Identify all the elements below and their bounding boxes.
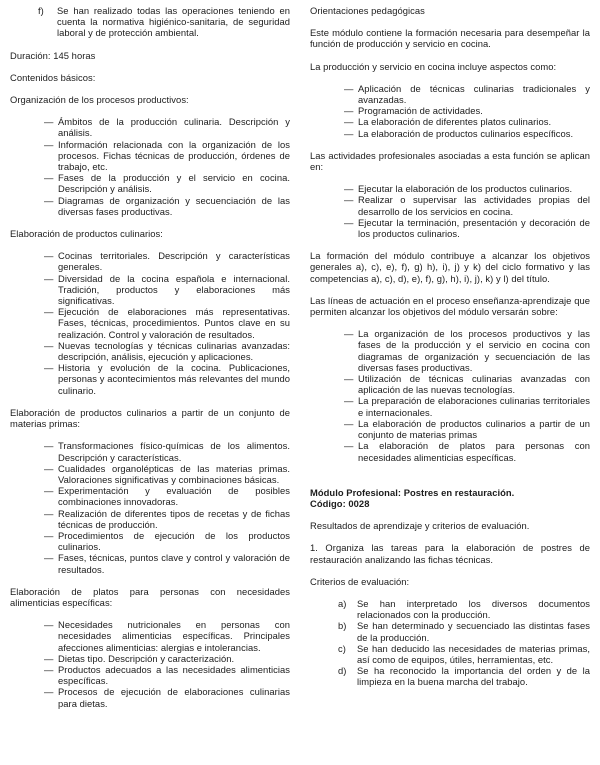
item-letter-label: d)	[338, 665, 347, 677]
paragraph: La producción y servicio en cocina incluye aspectos como:	[310, 60, 557, 72]
dash-list-item: — Fases, técnicas, puntos clave y control y valoración de resultados.	[44, 552, 290, 575]
dash-bullet: —	[44, 172, 54, 184]
dash-list	[10, 619, 290, 709]
dash-bullet: —	[344, 216, 354, 228]
dash-list-item: — Experimentación y evaluación de posibles combinaciones innovadoras.	[44, 485, 290, 508]
dash-bullet: —	[344, 105, 354, 117]
dash-list	[10, 440, 290, 574]
lettered-list-item: a) Se han interpretado los diversos documentos relacionados con la producción.	[338, 597, 590, 621]
paragraph: La formación del módulo contribuye a alcanzar los objetivos generales a), c), e), f), g) h), i), j) y k) del ciclo formativo y las competencias a), c), d), e), f), g), h), i), j), k) y l) del título.	[310, 250, 590, 284]
right-column	[310, 5, 590, 765]
dash-bullet: —	[344, 127, 354, 139]
dash-list	[310, 83, 590, 139]
paragraph: Este módulo contiene la formación necesaria para desempeñar la función de producción y servicio en cocina.	[310, 27, 590, 50]
dash-bullet: —	[44, 507, 54, 519]
paragraph: Contenidos básicos:	[10, 71, 96, 83]
module-heading-line: Módulo Profesional: Postres en restauración.	[310, 486, 515, 498]
dash-list-item: — Ejecución de elaboraciones más representativas. Fases, técnicas, procedimientos. Puntos clave en su realización. Control y valoración de resultados.	[44, 306, 290, 340]
dash-list-item: — Cocinas territoriales. Descripción y características generales.	[44, 250, 290, 273]
dash-bullet: —	[344, 373, 354, 385]
dash-bullet: —	[344, 183, 354, 195]
paragraph: Elaboración de platos para personas con necesidades alimenticias específicas:	[10, 585, 290, 608]
dash-list-item: — La preparación de elaboraciones culinarias territoriales e internacionales.	[344, 395, 590, 418]
dash-bullet: —	[44, 138, 54, 150]
paragraph: Resultados de aprendizaje y criterios de evaluación.	[310, 520, 530, 532]
dash-bullet: —	[344, 417, 354, 429]
dash-bullet: —	[344, 82, 354, 94]
dash-list-item: — Ejecutar la elaboración de los productos culinarios.	[344, 183, 573, 195]
dash-bullet: —	[44, 663, 54, 675]
dash-bullet: —	[44, 686, 54, 698]
paragraph: Duración: 145 horas	[10, 49, 96, 61]
dash-list-item: — Dietas tipo. Descripción y caracterización.	[44, 652, 235, 664]
dash-bullet: —	[44, 116, 54, 128]
module-heading-line: Código: 0028	[310, 497, 370, 509]
dash-list-item: — Productos adecuados a las necesidades alimenticias específicas.	[44, 663, 290, 687]
dash-list-item: — Cualidades organolépticas de las materias primas. Valoraciones significativas y combinaciones básicas.	[44, 462, 290, 485]
dash-bullet: —	[44, 652, 54, 664]
dash-bullet: —	[44, 339, 54, 351]
dash-list-item: — La elaboración de productos culinarios a partir de un conjunto de materias primas	[344, 417, 590, 441]
lettered-list-item: f) Se han realizado todas las operaciones teniendo en cuenta la normativa higiénico-sanitaria, de seguridad laboral y de protección ambiental.	[38, 5, 290, 39]
dash-list-item: — Ámbitos de la producción culinaria. Descripción y análisis.	[44, 116, 290, 139]
dash-list-item: — Procesos de ejecución de elaboraciones culinarias para dietas.	[44, 686, 290, 709]
dash-list-item: — La elaboración de productos culinarios específicos.	[344, 127, 574, 139]
dash-bullet: —	[44, 194, 54, 206]
paragraph: Organización de los procesos productivos:	[10, 94, 189, 106]
dash-list-item: — Diversidad de la cocina española e internacional. Tradición, productos y elaboraciones más significativas.	[44, 272, 290, 307]
dash-list-item: — Información relacionada con la organización de los procesos. Fichas técnicas de producción, órdenes de trabajo, etc.	[44, 138, 290, 173]
paragraph: Elaboración de productos culinarios a partir de un conjunto de materias primas:	[10, 406, 290, 430]
dash-bullet: —	[44, 272, 54, 284]
dash-bullet: —	[344, 440, 354, 452]
dash-bullet: —	[44, 440, 54, 452]
dash-list-item: — Nuevas tecnologías y técnicas culinarias avanzadas: descripción, análisis, ejecución y aplicaciones.	[44, 339, 290, 363]
item-letter-label: a)	[338, 597, 347, 609]
dash-list	[310, 328, 590, 462]
item-letter-label: b)	[338, 620, 347, 632]
lettered-list-item: c) Se han deducido las necesidades de materias primas, así como de equipos, útiles, herramientas, etc.	[338, 642, 590, 665]
paragraph: Elaboración de productos culinarios:	[10, 228, 163, 240]
dash-list-item: — Transformaciones físico-químicas de los alimentos. Descripción y características.	[44, 440, 290, 463]
dash-list-item: — Fases de la producción y el servicio en cocina. Descripción y análisis.	[44, 172, 290, 195]
dash-bullet: —	[344, 395, 354, 407]
dash-bullet: —	[44, 552, 54, 564]
left-column	[10, 5, 290, 765]
item-letter-label: f)	[38, 5, 44, 16]
dash-list-item: — La organización de los procesos productivos y las fases de la producción y el servicio en cocina con diagramas de organización y secuenciación de las diversas fases productivas.	[344, 328, 590, 373]
dash-bullet: —	[44, 529, 54, 541]
paragraph: Las actividades profesionales asociadas a esta función se aplican en:	[310, 149, 590, 173]
dash-list-item: — La elaboración de platos para personas con necesidades alimenticias específicas.	[344, 440, 590, 463]
dash-list-item: — Historia y evolución de la cocina. Publicaciones, personas y acontecimientos más relevantes del mundo culinario.	[44, 362, 290, 396]
lettered-list	[10, 5, 290, 39]
dash-bullet: —	[44, 462, 54, 474]
dash-bullet: —	[344, 116, 354, 128]
dash-bullet: —	[44, 619, 54, 631]
dash-list-item: — Utilización de técnicas culinarias avanzadas con aplicación de las nuevas tecnologías.	[344, 373, 590, 396]
dash-list-item: — La elaboración de diferentes platos culinarios.	[344, 116, 552, 128]
dash-bullet: —	[344, 194, 354, 206]
dash-bullet: —	[44, 306, 54, 318]
module-heading	[310, 487, 590, 509]
paragraph: Las líneas de actuación en el proceso enseñanza-aprendizaje que permiten alcanzar los objetivos del módulo versarán sobre:	[310, 294, 590, 318]
dash-list-item: — Procedimientos de ejecución de los productos culinarios.	[44, 529, 290, 553]
dash-list	[10, 116, 290, 217]
dash-list-item: — Realizar o supervisar las actividades propias del desarrollo de los servicios en cocina.	[344, 194, 590, 217]
lettered-list-item: b) Se han determinado y secuenciado las distintas fases de la producción.	[338, 620, 590, 643]
dash-bullet: —	[44, 485, 54, 497]
lettered-list-item: d) Se ha reconocido la importancia del orden y de la limpieza en la buena marcha del trabajo.	[338, 665, 590, 688]
dash-bullet: —	[44, 250, 54, 262]
item-letter-label: c)	[338, 642, 346, 654]
dash-list-item: — Aplicación de técnicas culinarias tradicionales y avanzadas.	[344, 82, 590, 106]
dash-list	[310, 183, 590, 239]
dash-list-item: — Programación de actividades.	[344, 105, 483, 117]
dash-list-item: — Realización de diferentes tipos de recetas y de fichas técnicas de producción.	[44, 507, 290, 530]
paragraph: 1. Organiza las tareas para la elaboración de postres de restauración analizando las fichas técnicas.	[310, 542, 590, 565]
dash-list-item: — Necesidades nutricionales en personas con necesidades alimenticias específicas. Principales afecciones alimenticias: alergias e intolerancias.	[44, 619, 290, 653]
paragraph: Criterios de evaluación:	[310, 575, 410, 587]
dash-bullet: —	[344, 328, 354, 340]
dash-list	[10, 250, 290, 396]
dash-list-item: — Diagramas de organización y secuenciación de las diversas fases productivas.	[44, 194, 290, 217]
paragraph: Orientaciones pedagógicas	[310, 5, 425, 16]
lettered-list	[310, 598, 590, 688]
dash-list-item: — Ejecutar la terminación, presentación y decoración de los productos culinarios.	[344, 216, 590, 240]
dash-bullet: —	[44, 362, 54, 374]
